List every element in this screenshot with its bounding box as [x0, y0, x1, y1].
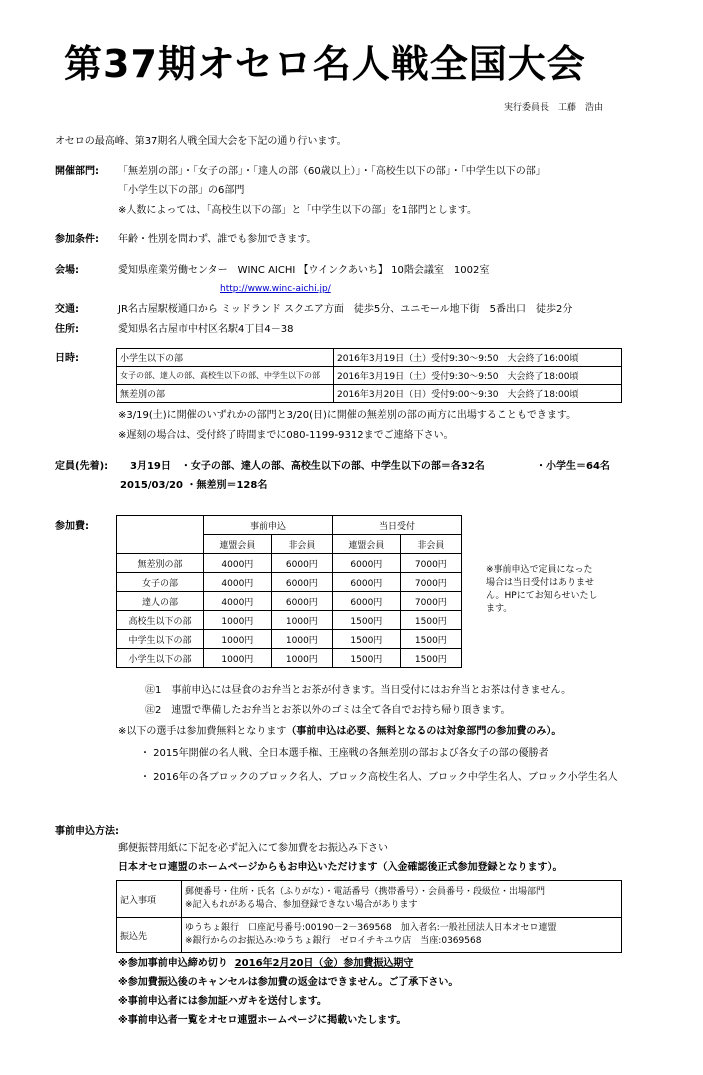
fee-free-text: ※以下の選手は参加費無料となります [118, 726, 287, 737]
venue-text: 愛知県産業労働センター WINC AICHI 【ウインクあいち】 10階会議室 1002室 [118, 265, 490, 276]
table-row [117, 349, 622, 367]
deadline-label: ※参加事前申込締め切り [118, 958, 228, 969]
committee-chair: 実行委員長 工藤 浩由 [504, 103, 604, 113]
table-row [117, 516, 462, 535]
intro-text: オセロの最高峰、第37期名人戦全国大会を下記の通り行います。 [55, 136, 347, 147]
fee-side-note-1: ※事前申込で定員になった [486, 565, 593, 575]
address-text: 愛知県名古屋市中村区名駅4丁目4－38 [118, 324, 294, 335]
application-note-3: ※事前申込者一覧をオセロ連盟ホームページに掲載いたします。 [118, 1015, 407, 1026]
schedule-time: 2016年3月20日（日）受付9:00～9:30 大会終了18:00頃 [334, 385, 622, 403]
fee-cell: 1500円 [332, 611, 400, 630]
fee-cell: 6000円 [271, 554, 332, 573]
fee-cell: 7000円 [400, 554, 461, 573]
fee-header-sameday: 当日受付 [332, 516, 461, 535]
fee-cell: 1500円 [332, 630, 400, 649]
page-title: 第37期オセロ名人戦全国大会 [64, 42, 586, 86]
fee-cell: 6000円 [332, 573, 400, 592]
address-label: 住所: [55, 324, 79, 335]
schedule-division: 女子の部、達人の部、高校生以下の部、中学生以下の部 [117, 367, 334, 385]
application-cell [182, 918, 622, 953]
fee-division: 女子の部 [117, 573, 204, 592]
division-line1: 「無差別の部」・「女子の部」・「達人の部（60歳以上）」・「高校生以下の部」・「中学生以下の部」 [118, 166, 546, 177]
application-detail-1: 郵便番号・住所・氏名（ふりがな）・電話番号（携帯番号）・会員番号・段級位・出場部門 [185, 887, 546, 898]
fee-note-2: ㊟2 連盟で準備したお弁当とお茶以外のゴミは全て各自でお持ち帰り頂きます。 [145, 705, 511, 716]
venue-link[interactable]: http://www.winc-aichi.jp/ [220, 284, 331, 294]
fee-cell: 1000円 [271, 611, 332, 630]
table-row [117, 918, 622, 953]
access-text: JR名古屋駅桜通口から ミッドランド スクエア方面 徒歩5分、ユニモール地下街 5番出口 徒歩2分 [118, 304, 573, 315]
venue-label: 会場: [55, 265, 79, 276]
fee-note-3 [118, 726, 561, 738]
application-detail-1: ゆうちょ銀行 口座記号番号:00190－2－369568 加入者名:一般社団法人日本オセロ連盟 [185, 923, 557, 934]
capacity-label: 定員(先着): [55, 461, 109, 472]
fee-header-advance: 事前申込 [204, 516, 333, 535]
table-row [117, 554, 462, 573]
schedule-label: 日時: [55, 353, 79, 364]
division-label: 開催部門: [55, 166, 99, 177]
fee-cell: 7000円 [400, 592, 461, 611]
fee-cell: 1000円 [271, 630, 332, 649]
application-line2: 日本オセロ連盟のホームページからもお申込いただけます（入金確認後正式参加登録となります）。 [118, 862, 563, 873]
fee-cell: 1500円 [400, 649, 461, 668]
fee-cell: 1500円 [400, 630, 461, 649]
application-head: 振込先 [117, 918, 182, 953]
fee-table [116, 515, 462, 668]
fee-division: 無差別の部 [117, 554, 204, 573]
conditions-label: 参加条件: [55, 234, 99, 245]
capacity-elementary: ・小学生＝64名 [536, 461, 610, 472]
fee-side-note-4: ます。 [486, 604, 513, 614]
table-row [117, 649, 462, 668]
table-row [117, 592, 462, 611]
fee-cell: 4000円 [204, 554, 272, 573]
application-cell [182, 881, 622, 918]
schedule-table [116, 348, 622, 403]
conditions-text: 年齢・性別を問わず、誰でも参加できます。 [118, 234, 317, 245]
schedule-time: 2016年3月19日（土）受付9:30～9:50 大会終了18:00頃 [334, 367, 622, 385]
application-table [116, 880, 622, 953]
table-row [117, 630, 462, 649]
application-note-1: ※参加費振込後のキャンセルは参加費の返金はできません。ご了承下さい。 [118, 977, 459, 988]
fee-note-1: ㊟1 事前申込には昼食のお弁当とお茶が付きます。当日受付にはお弁当とお茶は付きません。 [145, 685, 572, 696]
table-row [117, 367, 622, 385]
table-row [117, 881, 622, 918]
fee-cell: 6000円 [271, 573, 332, 592]
fee-cell: 4000円 [204, 592, 272, 611]
fee-division: 達人の部 [117, 592, 204, 611]
deadline [118, 958, 413, 970]
application-detail-2: ※銀行からのお振込み:ゆうちょ銀行 ゼロイチキユウ店 当座:0369568 [185, 936, 482, 946]
application-line1: 郵便振替用紙に下記を必ず記入にて参加費をお振込み下さい [118, 843, 388, 854]
schedule-note-1: ※3/19(土)に開催のいずれかの部門と3/20(日)に開催の無差別の部の両方に出場することもできます。 [118, 410, 577, 421]
table-row [117, 573, 462, 592]
table-row [117, 385, 622, 403]
fee-label: 参加費: [55, 521, 89, 532]
application-detail-2: ※記入もれがある場合、参加登録できない場合があります [185, 900, 418, 910]
fee-corner [117, 516, 204, 554]
fee-cell: 6000円 [332, 592, 400, 611]
fee-cell: 1000円 [204, 649, 272, 668]
application-note-2: ※事前申込者には参加証ハガキを送付します。 [118, 996, 327, 1007]
fee-cell: 1000円 [271, 649, 332, 668]
fee-bullet-2: ・ 2016年の各ブロックのブロック名人、ブロック高校生名人、ブロック中学生名人、ブロック小学生名人 [140, 772, 618, 783]
fee-cell: 6000円 [271, 592, 332, 611]
table-row [117, 611, 462, 630]
division-line2: 「小学生以下の部」の6部門 [118, 185, 245, 196]
access-label: 交通: [55, 304, 79, 315]
schedule-division: 無差別の部 [117, 385, 334, 403]
fee-division: 中学生以下の部 [117, 630, 204, 649]
schedule-note-2: ※遅刻の場合は、受付終了時間までに080-1199-9312までご連絡下さい。 [118, 430, 454, 441]
capacity-line1: 3月19日 ・女子の部、達人の部、高校生以下の部、中学生以下の部＝各32名 [130, 461, 485, 472]
fee-cell: 7000円 [400, 573, 461, 592]
fee-division: 高校生以下の部 [117, 611, 204, 630]
fee-side-note-3: ん。HPにてお知らせいたし [486, 591, 598, 601]
application-label: 事前申込方法: [55, 826, 119, 837]
application-head: 記入事項 [117, 881, 182, 918]
schedule-division: 小学生以下の部 [117, 349, 334, 367]
fee-cell: 1000円 [204, 630, 272, 649]
schedule-time: 2016年3月19日（土）受付9:30～9:50 大会終了16:00頃 [334, 349, 622, 367]
capacity-line2: 2015/03/20 ・無差別＝128名 [120, 480, 268, 491]
fee-col-member: 連盟会員 [332, 535, 400, 554]
fee-cell: 1500円 [400, 611, 461, 630]
division-line3: ※人数によっては、「高校生以下の部」と「中学生以下の部」を1部門とします。 [118, 205, 477, 216]
fee-cell: 6000円 [332, 554, 400, 573]
fee-col-member: 連盟会員 [204, 535, 272, 554]
fee-cell: 1500円 [332, 649, 400, 668]
fee-cell: 1000円 [204, 611, 272, 630]
fee-col-nonmember: 非会員 [400, 535, 461, 554]
fee-side-note-2: 場合は当日受付はありませ [486, 578, 595, 588]
fee-col-nonmember: 非会員 [271, 535, 332, 554]
fee-cell: 4000円 [204, 573, 272, 592]
fee-division: 小学生以下の部 [117, 649, 204, 668]
deadline-date: 2016年2月20日（金）参加費振込期守 [234, 958, 414, 969]
fee-free-condition: （事前申込は必要、無料となるのは対象部門の参加費のみ）。 [286, 726, 562, 737]
fee-bullet-1: ・ 2015年開催の名人戦、全日本選手権、王座戦の各無差別の部および各女子の部の優勝者 [140, 748, 549, 759]
